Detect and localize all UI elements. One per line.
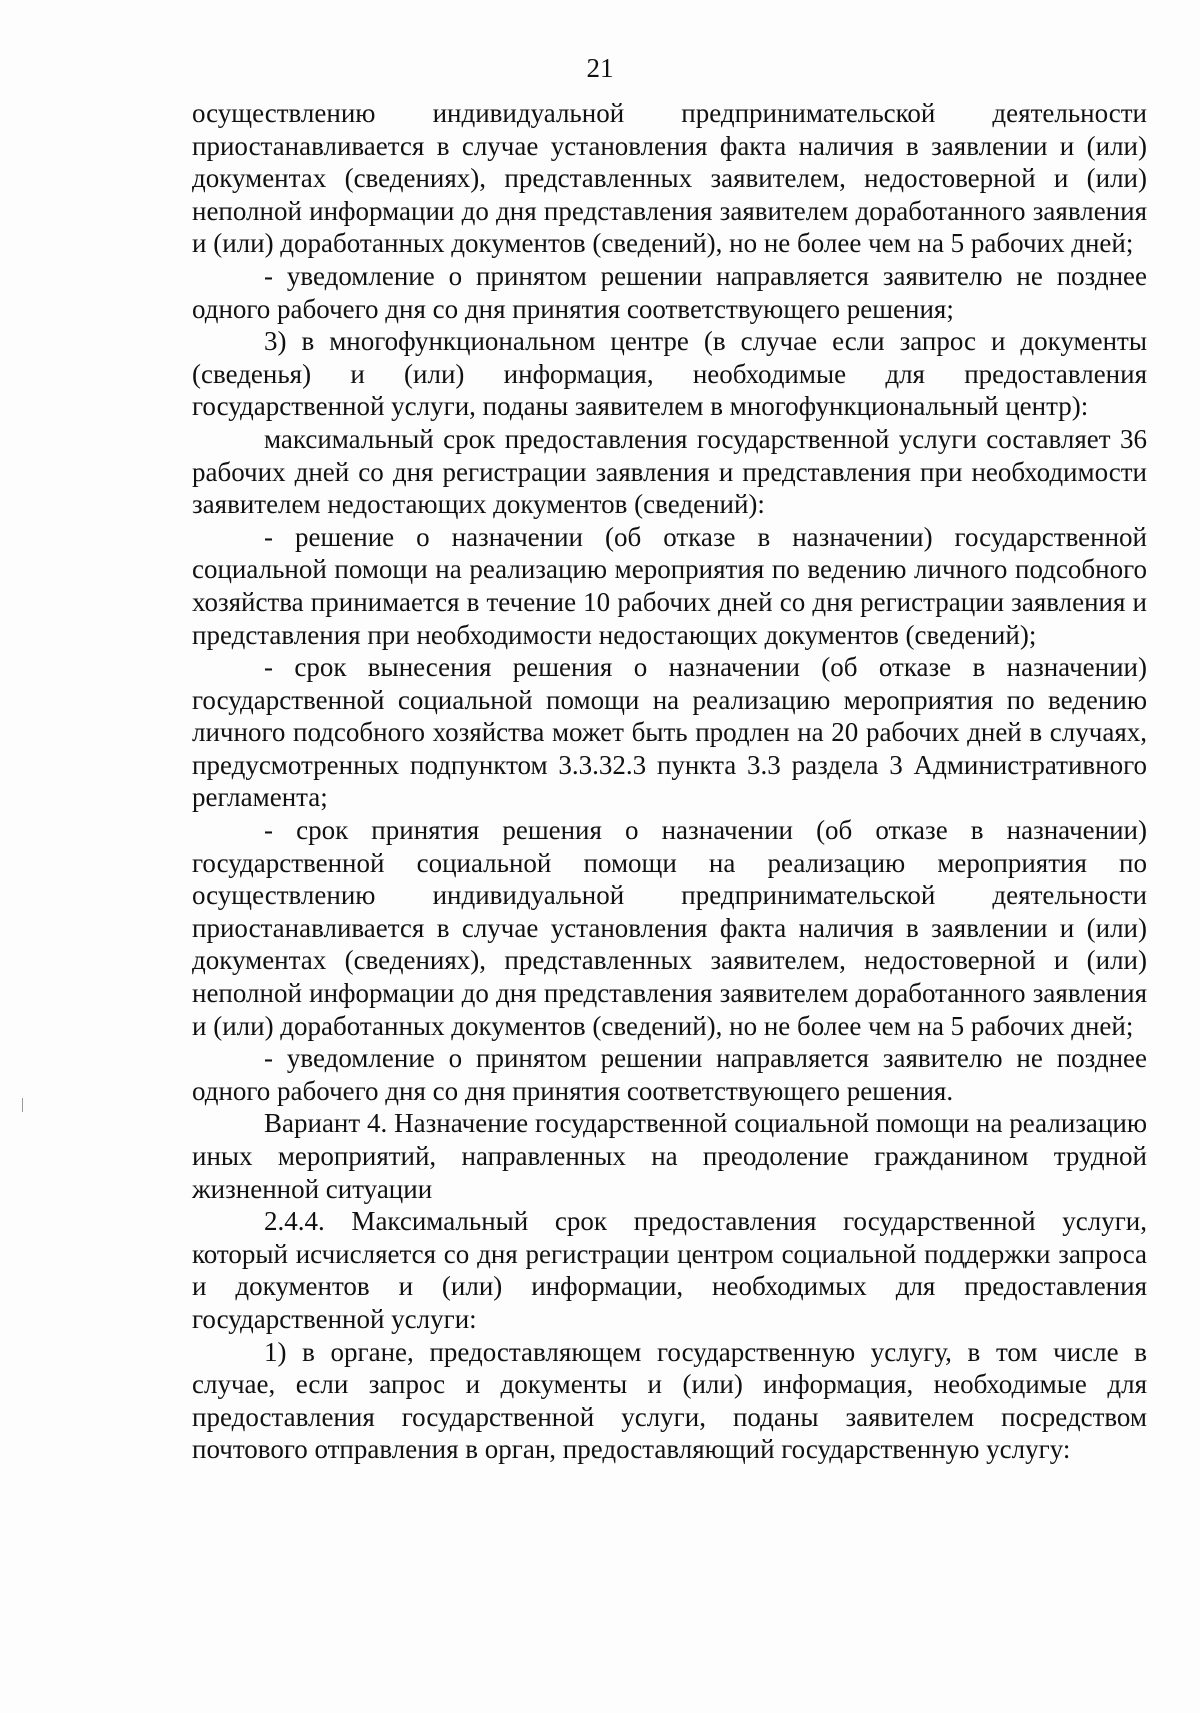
paragraph-continuation: осуществлению индивидуальной предпринимательской деятельности приостанавливается в случае установления факта наличия в заявлении и (или) документах (сведениях), представленных заявителем, недостоверной и (или) неполной информации до дня представления заявителем доработанного заявления и (или) доработанных документов (сведений), но не более чем на 5 рабочих дней; xyxy=(192,98,1147,259)
page-number: 21 xyxy=(586,53,614,83)
paragraph-max-term: максимальный срок предоставления государственной услуги составляет 36 рабочих дней со дня регистрации заявления и представления при необходимости заявителем недостающих документов (сведений): xyxy=(192,423,1147,520)
paragraph-item-1: 1) в органе, предоставляющем государственную услугу, в том числе в случае, если запрос и документы и (или) информация, необходимые для предоставления государственной услуги, поданы заявителем посредством почтового отправления в орган, предоставляющий государственную услугу: xyxy=(192,1336,1147,1465)
paragraph-decision: - решение о назначении (об отказе в назначении) государственной социальной помощи на реализацию мероприятия по ведению личного подсобного хозяйства принимается в течение 10 рабочих дней со дня регистрации заявления и представления при необходимости недостающих документов (сведений); xyxy=(192,521,1147,650)
paragraph-extension: - срок вынесения решения о назначении (об отказе в назначении) государственной социальной помощи на реализацию мероприятия по ведению личного подсобного хозяйства может быть продлен на 20 рабочих дней в случаях, предусмотренных подпунктом 3.3.32.3 пункта 3.3 раздела 3 Административного регламента; xyxy=(192,652,1147,813)
paragraph-2-4-4: 2.4.4. Максимальный срок предоставления государственной услуги, который исчисляется со дня регистрации центром социальной поддержки запроса и документов и (или) информации, необходимых для предоставления государственной услуги: xyxy=(192,1206,1147,1334)
paragraph-suspension: - срок принятия решения о назначении (об отказе в назначении) государственной социальной помощи на реализацию мероприятия по осуществлению индивидуальной предпринимательской деятельности приостанавливается в случае установления факта наличия в заявлении и (или) документах (сведениях), представленных заявителем, недостоверной и (или) неполной информации до дня представления заявителем доработанного заявления и (или) доработанных документов (сведений), но не более чем на 5 рабочих дней; xyxy=(192,815,1147,1041)
paragraph-notification-2: - уведомление о принятом решении направляется заявителю не позднее одного рабочего дня со дня принятия соответствующего решения. xyxy=(192,1043,1147,1106)
paragraph-notification: - уведомление о принятом решении направляется заявителю не позднее одного рабочего дня со дня принятия соответствующего решения; xyxy=(192,260,1147,324)
paragraph-variant-4-heading: Вариант 4. Назначение государственной социальной помощи на реализацию иных мероприятий, направленных на преодоление гражданином трудной жизненной ситуации xyxy=(192,1108,1147,1204)
scan-margin-mark xyxy=(22,1098,23,1112)
document-body xyxy=(192,97,1147,1466)
paragraph-mfc: 3) в многофункциональном центре (в случае если запрос и документы (сведенья) и (или) информация, необходимые для предоставления государственной услуги, поданы заявителем в многофункциональный центр): xyxy=(192,326,1147,422)
